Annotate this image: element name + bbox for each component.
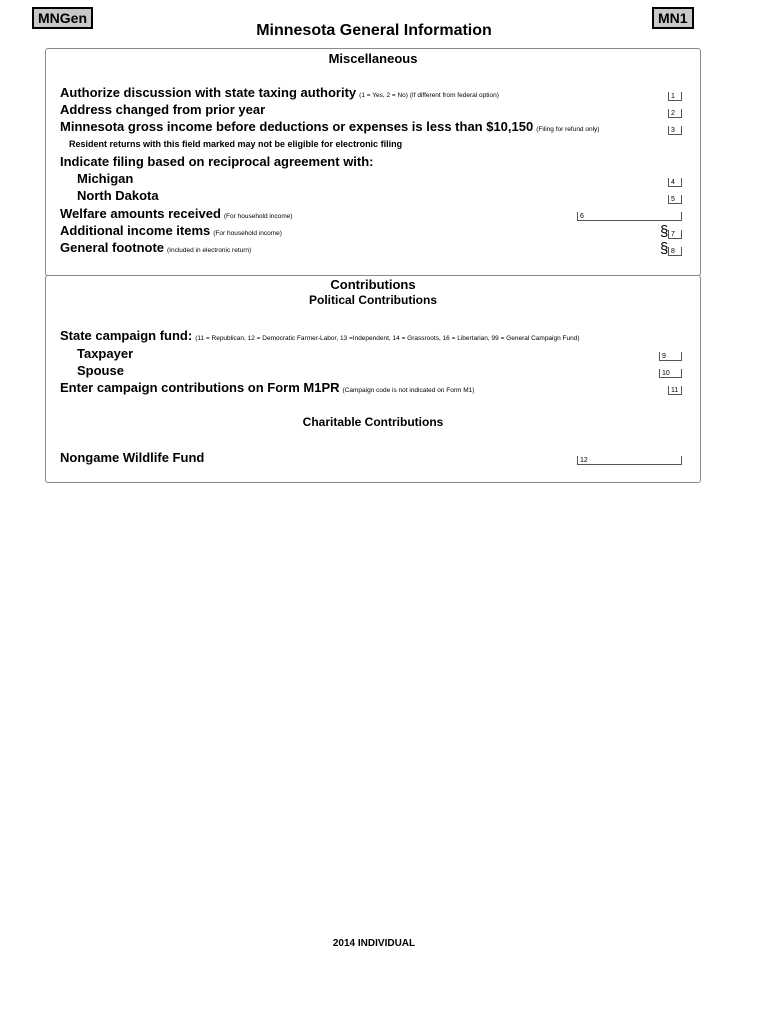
state-fund-label: State campaign fund:: [60, 328, 193, 343]
political-heading: Political Contributions: [309, 293, 437, 307]
address-label: Address changed from prior year: [60, 102, 266, 117]
footnote-note: (Included in electronic return): [167, 247, 252, 254]
gross-label: Minnesota gross income before deductions or expenses is less than $10,150: [60, 119, 534, 134]
authorize-row: [60, 85, 499, 100]
field-5[interactable]: 5: [668, 195, 682, 204]
additional-label: Additional income items: [60, 223, 211, 238]
authorize-note: (1 = Yes, 2 = No) (If different from federal option): [359, 92, 499, 99]
welfare-label: Welfare amounts received: [60, 206, 221, 221]
north-dakota-label: North Dakota: [77, 188, 159, 203]
field-11[interactable]: 11: [668, 386, 682, 395]
additional-note: (For household income): [213, 230, 282, 237]
footnote-row: [60, 240, 251, 255]
state-fund-note: (11 = Republican, 12 = Democratic Farmer-Labor, 13 =Independent, 14 = Grassroots, 16 = Libertarian, 99 = General Campaign Fund): [195, 335, 580, 342]
reciprocal-label: Indicate filing based on reciprocal agreement with:: [60, 154, 374, 169]
m1pr-note: (Campaign code is not indicated on Form M1): [342, 387, 475, 394]
form-tag-left: MNGen: [32, 7, 93, 29]
additional-section-icon[interactable]: §: [660, 223, 669, 240]
nongame-label: Nongame Wildlife Fund: [60, 450, 205, 465]
charitable-heading: Charitable Contributions: [302, 415, 444, 429]
field-8[interactable]: 8: [668, 247, 682, 256]
field-6[interactable]: 6: [577, 212, 682, 221]
state-fund-row: [60, 328, 580, 343]
page-title: Minnesota General Information: [256, 22, 492, 39]
welfare-note: (For household income): [223, 213, 293, 220]
field-9[interactable]: 9: [659, 352, 682, 361]
gross-row: [60, 119, 599, 134]
footnote-label: General footnote: [60, 240, 165, 255]
m1pr-label: Enter campaign contributions on Form M1PR: [60, 380, 340, 395]
field-10[interactable]: 10: [659, 369, 682, 378]
contrib-heading: Contributions: [330, 277, 416, 292]
resident-note: Resident returns with this field marked may not be eligible for electronic filing: [69, 139, 403, 149]
m1pr-row: [60, 380, 474, 395]
footnote-section-icon[interactable]: §: [660, 240, 669, 257]
misc-heading: Miscellaneous: [328, 51, 418, 66]
taxpayer-label: Taxpayer: [77, 346, 134, 361]
spouse-label: Spouse: [77, 363, 124, 378]
michigan-label: Michigan: [77, 171, 134, 186]
field-12[interactable]: 12: [577, 456, 682, 465]
field-1[interactable]: 1: [668, 92, 682, 101]
form-tag-right: MN1: [652, 7, 694, 29]
authorize-label: Authorize discussion with state taxing authority: [60, 85, 357, 100]
field-4[interactable]: 4: [668, 178, 682, 187]
footer-label: 2014 INDIVIDUAL: [332, 938, 416, 949]
field-2[interactable]: 2: [668, 109, 682, 118]
gross-note: (Filing for refund only): [536, 126, 600, 133]
welfare-row: [60, 206, 293, 221]
field-7[interactable]: 7: [668, 230, 682, 239]
field-3[interactable]: 3: [668, 126, 682, 135]
additional-row: [60, 223, 282, 238]
